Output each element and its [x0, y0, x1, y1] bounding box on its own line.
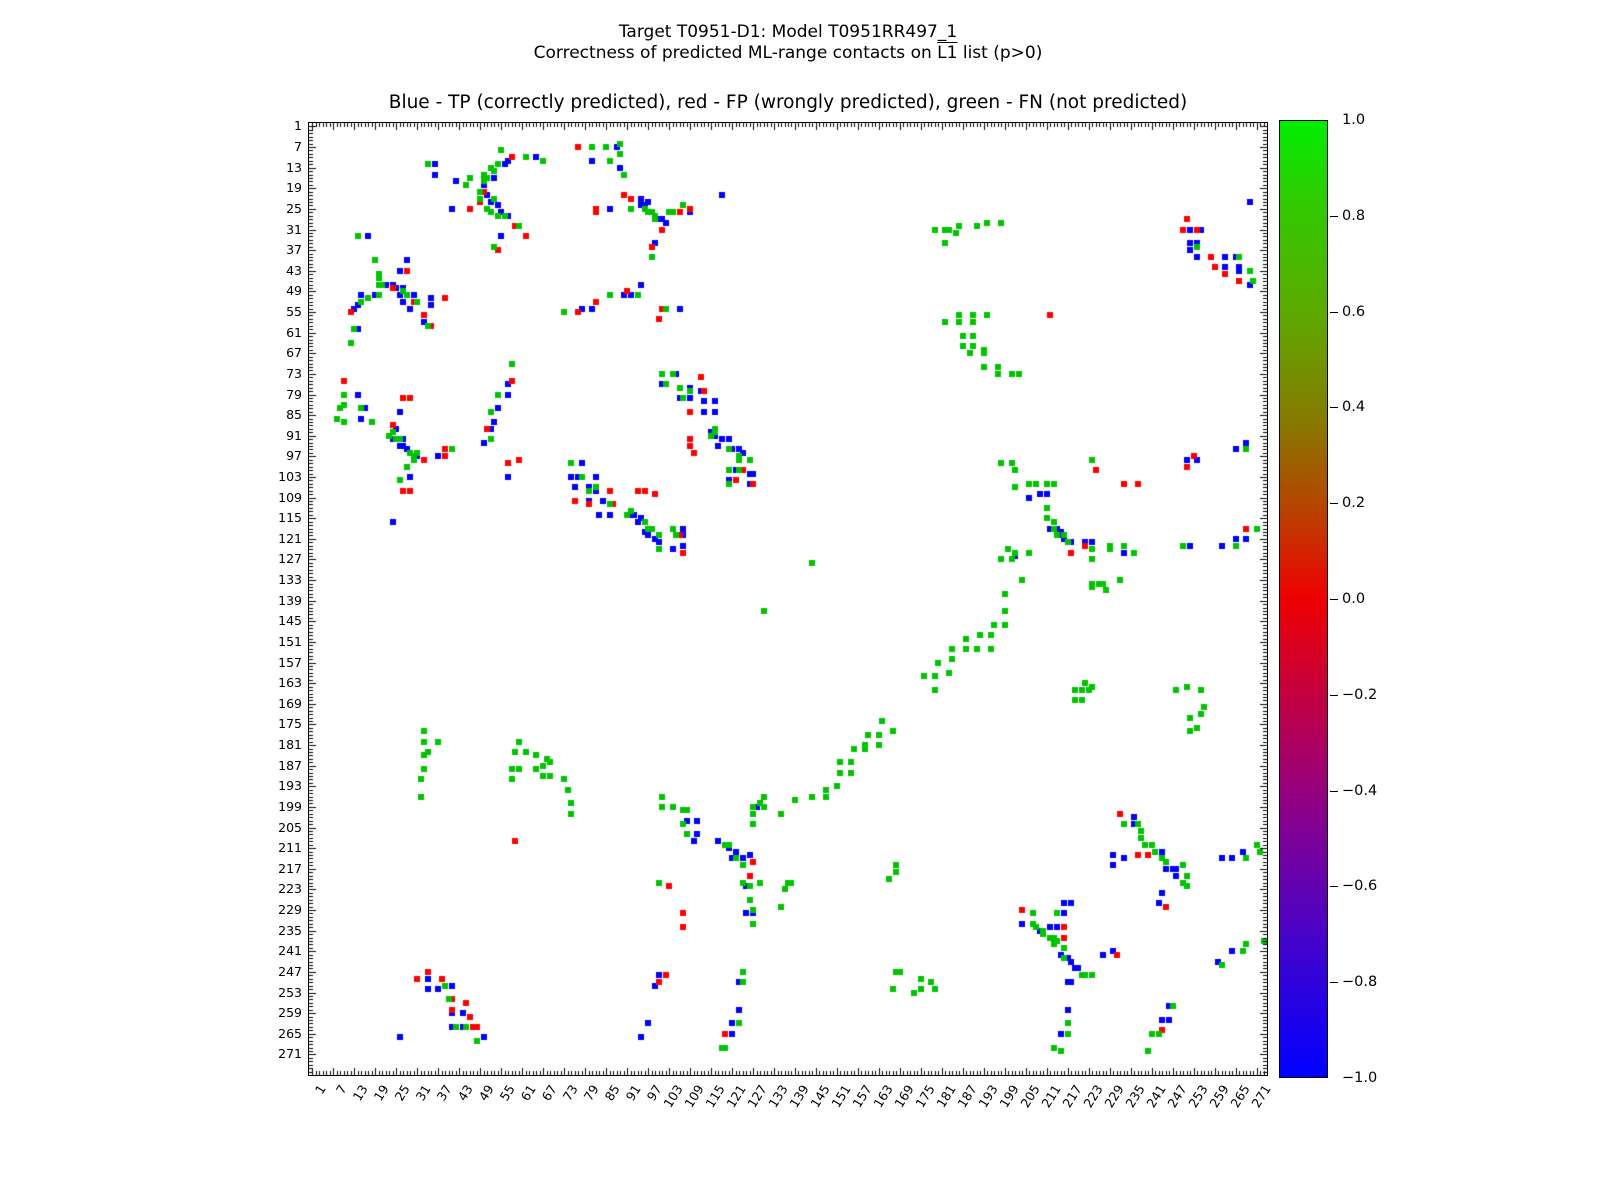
x-tick-label: 175 — [912, 1082, 938, 1111]
x-tick-label: 187 — [954, 1082, 980, 1111]
y-tick-label: 61 — [286, 324, 302, 340]
y-tick-label: 253 — [278, 984, 302, 1000]
y-tick-label: 49 — [286, 283, 302, 299]
y-tick-label: 193 — [278, 778, 302, 794]
title-line2-l1: L1 — [937, 43, 958, 63]
title-line2-suffix: list (p>0) — [957, 43, 1043, 63]
x-tick-label: 13 — [350, 1082, 372, 1104]
y-tick-label: 199 — [278, 798, 302, 814]
colorbar-tick-label: 0.2 — [1342, 495, 1366, 511]
x-tick-label: 217 — [1059, 1082, 1085, 1111]
x-tick-label: 229 — [1101, 1082, 1127, 1111]
y-tick-label: 271 — [278, 1046, 302, 1062]
x-tick-label: 49 — [475, 1082, 498, 1104]
y-tick-label: 67 — [286, 345, 302, 361]
x-tick-label: 67 — [538, 1082, 560, 1104]
x-tick-label: 151 — [828, 1082, 854, 1111]
x-tick-label: 235 — [1121, 1082, 1148, 1111]
y-tick-label: 109 — [278, 489, 302, 505]
x-tick-label: 73 — [559, 1082, 581, 1104]
x-tick-label: 265 — [1226, 1082, 1253, 1111]
y-tick-label: 79 — [286, 386, 302, 402]
x-tick-label: 85 — [601, 1082, 623, 1104]
y-tick-label: 265 — [278, 1025, 302, 1041]
x-tick-label: 247 — [1163, 1082, 1190, 1111]
y-tick-label: 169 — [278, 695, 302, 711]
y-tick-label: 241 — [278, 943, 302, 959]
colorbar-tick — [1330, 216, 1338, 217]
y-tick-label: 145 — [278, 613, 302, 629]
y-tick-label: 235 — [278, 922, 302, 938]
colorbar-tick-label: −0.2 — [1342, 687, 1378, 703]
x-tick-label: 163 — [870, 1082, 896, 1111]
y-tick-label: 13 — [286, 159, 302, 175]
y-tick-label: 175 — [278, 716, 302, 732]
x-tick-label: 31 — [412, 1082, 435, 1104]
x-tick-label: 109 — [681, 1082, 707, 1111]
x-tick-label: 37 — [433, 1082, 456, 1104]
y-tick-label: 85 — [286, 407, 302, 423]
y-tick-label: 25 — [286, 200, 302, 216]
y-tick-label: 127 — [278, 551, 302, 567]
colorbar-tick — [1330, 695, 1338, 696]
x-tick-label: 97 — [643, 1082, 665, 1104]
x-tick-label: 181 — [933, 1082, 959, 1111]
y-tick-label: 7 — [294, 139, 302, 155]
colorbar-tick-label: 0.6 — [1342, 304, 1366, 320]
y-tick-label: 37 — [286, 242, 302, 258]
x-tick-label: 205 — [1017, 1082, 1043, 1111]
colorbar-tick — [1330, 407, 1338, 408]
colorbar-tick — [1330, 599, 1338, 600]
y-tick-label: 19 — [286, 180, 302, 196]
y-tick-label: 157 — [278, 654, 302, 670]
x-tick-label: 211 — [1038, 1082, 1064, 1111]
y-tick-label: 211 — [278, 840, 302, 856]
y-tick-label: 121 — [278, 530, 302, 546]
x-tick-label: 133 — [765, 1082, 791, 1111]
x-tick-label: 253 — [1184, 1082, 1211, 1111]
y-tick-label: 73 — [286, 365, 302, 381]
x-tick-label: 127 — [744, 1082, 770, 1111]
y-tick-label: 97 — [286, 448, 302, 464]
colorbar-tick — [1330, 503, 1338, 504]
x-tick-label: 7 — [333, 1082, 351, 1097]
colorbar — [1279, 120, 1328, 1078]
y-tick-label: 31 — [286, 221, 302, 237]
x-tick-label: 1 — [312, 1082, 330, 1097]
colorbar-tick-label: 0.8 — [1342, 208, 1366, 224]
y-tick-label: 151 — [278, 633, 302, 649]
colorbar-tick-label: 1.0 — [1342, 112, 1366, 128]
colorbar-tick-label: −0.6 — [1342, 878, 1378, 894]
y-tick-label: 223 — [278, 881, 302, 897]
y-tick-label: 187 — [278, 757, 302, 773]
colorbar-tick-label: −1.0 — [1342, 1070, 1378, 1086]
colorbar-tick-label: 0.0 — [1342, 591, 1366, 607]
y-tick-label: 115 — [278, 510, 302, 526]
colorbar-tick — [1330, 791, 1338, 792]
x-tick-label: 259 — [1205, 1082, 1232, 1111]
y-tick-label: 103 — [278, 468, 302, 484]
colorbar-tick-label: 0.4 — [1342, 399, 1366, 415]
x-tick-label: 61 — [517, 1082, 539, 1104]
y-tick-label: 205 — [278, 819, 302, 835]
y-tick-label: 43 — [286, 262, 302, 278]
x-tick-label: 103 — [660, 1082, 686, 1111]
x-tick-label: 241 — [1142, 1082, 1169, 1111]
y-tick-label: 139 — [278, 592, 302, 608]
y-tick-label: 259 — [278, 1005, 302, 1021]
y-tick-label: 91 — [286, 427, 302, 443]
axes-title: Blue - TP (correctly predicted), red - FP (wrongly predicted), green - FN (not predicted) — [388, 92, 1188, 113]
x-tick-label: 43 — [454, 1082, 477, 1104]
y-tick-label: 247 — [278, 963, 302, 979]
x-tick-label: 223 — [1080, 1082, 1106, 1111]
scatter-canvas — [309, 123, 1267, 1075]
y-tick-label: 229 — [278, 902, 302, 918]
figure-title-line1: Target T0951-D1: Model T0951RR497_1 — [618, 22, 958, 42]
colorbar-tick-label: −0.8 — [1342, 974, 1378, 990]
colorbar-tick — [1330, 982, 1338, 983]
colorbar-tick-label: −0.4 — [1342, 783, 1378, 799]
x-tick-label: 91 — [622, 1082, 644, 1104]
y-tick-label: 217 — [278, 860, 302, 876]
x-tick-label: 199 — [996, 1082, 1022, 1111]
colorbar-tick — [1330, 886, 1338, 887]
x-tick-label: 145 — [807, 1082, 833, 1111]
y-tick-label: 55 — [286, 304, 302, 320]
y-tick-label: 181 — [278, 737, 302, 753]
x-tick-label: 115 — [702, 1082, 728, 1111]
x-tick-label: 271 — [1247, 1082, 1274, 1111]
y-tick-label: 133 — [278, 572, 302, 588]
title-line2-prefix: Correctness of predicted ML-range contacts on — [533, 43, 938, 63]
x-tick-label: 55 — [496, 1082, 519, 1104]
y-tick-label: 163 — [278, 675, 302, 691]
x-tick-label: 139 — [786, 1082, 812, 1111]
x-tick-label: 193 — [975, 1082, 1001, 1111]
y-tick-label: 1 — [294, 118, 302, 134]
contact-map-plot — [308, 122, 1268, 1076]
x-tick-label: 157 — [849, 1082, 875, 1111]
figure-title-line2 — [308, 43, 1268, 64]
x-tick-label: 25 — [391, 1082, 414, 1104]
colorbar-tick — [1330, 312, 1338, 313]
x-tick-label: 169 — [891, 1082, 917, 1111]
x-tick-label: 121 — [723, 1082, 749, 1111]
x-tick-label: 79 — [580, 1082, 602, 1104]
x-tick-label: 19 — [370, 1082, 393, 1104]
